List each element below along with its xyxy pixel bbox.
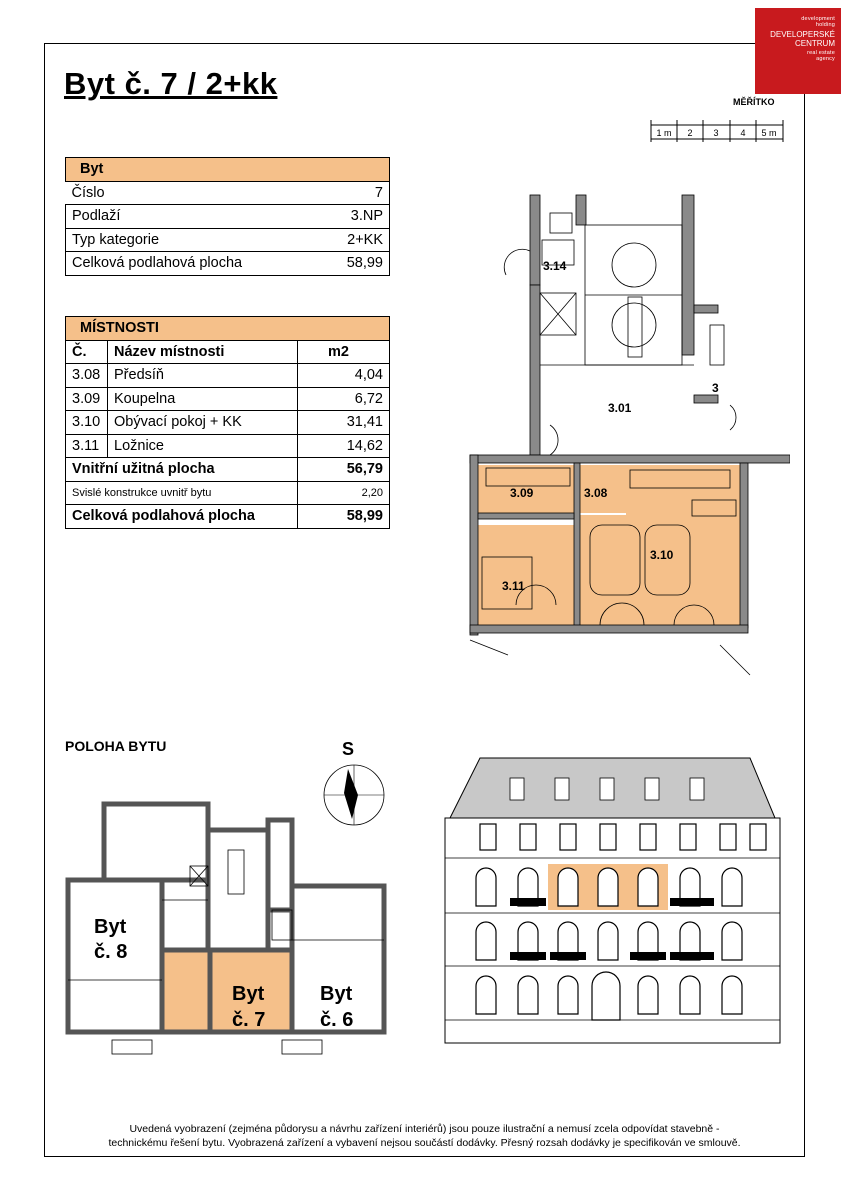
scale-tick: 3 bbox=[713, 128, 719, 138]
compass-label: S bbox=[342, 739, 355, 759]
logo-text: agency bbox=[816, 56, 835, 62]
table-header: Byt bbox=[66, 158, 390, 182]
room-label: 3.09 bbox=[510, 486, 534, 500]
table-row: Typ kategorie 2+KK bbox=[66, 228, 390, 252]
table-row: Podlaží 3.NP bbox=[66, 205, 390, 229]
brand-logo bbox=[755, 8, 841, 94]
scale-tick: 2 bbox=[687, 128, 693, 138]
logo-text: development bbox=[801, 16, 835, 22]
table-row: 3.11 Ložnice 14,62 bbox=[66, 434, 390, 458]
location-title: POLOHA BYTU bbox=[65, 738, 167, 754]
logo-text: real estate bbox=[807, 50, 835, 56]
apartment-label: č. 6 bbox=[320, 1009, 354, 1031]
table-row: 3.10 Obývací pokoj + KK 31,41 bbox=[66, 411, 390, 435]
page-title: Byt č. 7 / 2+kk bbox=[64, 66, 278, 101]
room-label: 3.14 bbox=[543, 259, 567, 273]
scale-label: MĚŘÍTKO bbox=[733, 97, 775, 107]
room-label: 3.08 bbox=[584, 486, 608, 500]
scale-tick: 1 m bbox=[656, 128, 672, 138]
apartment-label: č. 8 bbox=[94, 941, 128, 963]
table-header-row: Č. Název místnosti m2 bbox=[66, 340, 390, 364]
location-plan bbox=[62, 800, 392, 1060]
apartment-label: č. 7 bbox=[232, 1009, 266, 1031]
footer-disclaimer: Uvedená vyobrazení (zejména půdorysu a návrhu zařízení interiérů) jsou pouze ilustrační a nemusí zcela odpovídat stavebně - technickému řešení bytu. Vyobrazená zařízení a vybavení nejsou součástí dodávky. Přesný rozsah dodávky je specifikován ve smlouvě. bbox=[108, 1123, 741, 1149]
apartment-label: Byt bbox=[94, 916, 127, 938]
table-row: Svislé konstrukce uvnitř bytu 2,20 bbox=[66, 481, 390, 505]
room-label: 3.11 bbox=[502, 579, 525, 593]
table-row: 3.09 Koupelna 6,72 bbox=[66, 387, 390, 411]
apartment-label: Byt bbox=[320, 983, 353, 1005]
scale-tick: 5 m bbox=[761, 128, 777, 138]
apartment-label: Byt bbox=[232, 983, 265, 1005]
table-row: Celková podlahová plocha 58,99 bbox=[66, 252, 390, 276]
table-row: Číslo 7 bbox=[66, 181, 390, 205]
table-row: Vnitřní užitná plocha 56,79 bbox=[66, 458, 390, 482]
table-row: Celková podlahová plocha 58,99 bbox=[66, 505, 390, 529]
apartment-info-table bbox=[65, 157, 390, 276]
building-facade bbox=[440, 748, 785, 1048]
room-label: 3.10 bbox=[650, 548, 674, 562]
rooms-table bbox=[65, 316, 390, 529]
table-row: 3.08 Předsíň 4,04 bbox=[66, 364, 390, 388]
scale-tick: 4 bbox=[740, 128, 746, 138]
logo-text: DEVELOPERSKÉ bbox=[770, 30, 835, 39]
logo-text: holding bbox=[815, 22, 835, 28]
room-label: 3 bbox=[712, 381, 719, 395]
room-label: 3.01 bbox=[608, 401, 632, 415]
table-header: MÍSTNOSTI bbox=[66, 317, 390, 341]
scale-bar bbox=[650, 117, 784, 143]
logo-text: CENTRUM bbox=[795, 39, 835, 48]
floor-plan bbox=[430, 185, 790, 685]
